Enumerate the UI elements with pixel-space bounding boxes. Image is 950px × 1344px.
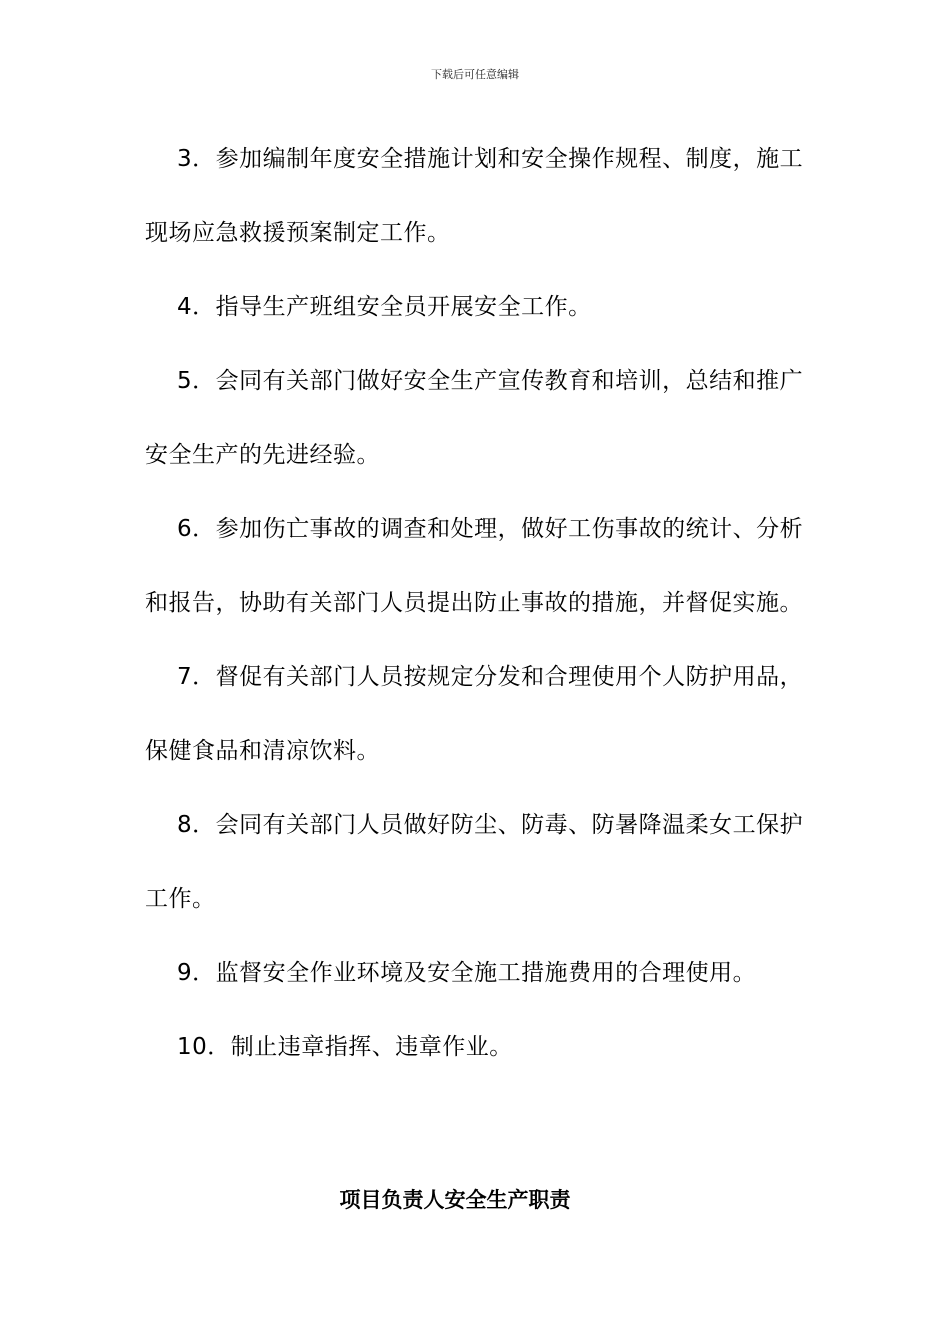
section-heading: 项目负责人安全生产职责 [339,1187,571,1212]
paragraph-item-7 [145,640,810,788]
page-header-note: 下载后可任意编辑 [431,68,519,81]
paragraph-item-8-continued: 保护工作。 [145,812,804,912]
paragraph-item-6 [145,492,810,640]
paragraph-item-7-text: 7．督促有关部门人员按规定分发和合理使用个人防护用 [177,664,757,690]
paragraph-item-5-text: 5．会同有关部门做好安全生产宣传教育和培训，总结和 [177,368,757,394]
paragraph-item-6-text: 6．参加伤亡事故的调查和处理，做好工伤事故的统计、 [177,516,757,542]
paragraph-item-4-text: 4．指导生产班组安全员开展安全工作。 [177,294,592,320]
paragraph-item-5 [145,344,810,492]
paragraph-item-4 [145,270,810,344]
paragraph-item-8-text: 8．会同有关部门人员做好防尘、防毒、防暑降温柔女工 [177,812,757,838]
paragraph-item-3 [145,122,810,270]
paragraph-item-9 [145,936,810,1010]
paragraph-item-5-continued: 推广安全生产的先进经验。 [145,368,804,468]
paragraph-item-3-text: 3．参加编制年度安全措施计划和安全操作规程、制度， [177,146,757,172]
paragraph-item-6-continued: 分析和报告，协助有关部门人员提出防止事故的措施，并督促实施。 [145,516,804,616]
document-body [145,122,810,1084]
paragraph-item-9-text: 9．监督安全作业环境及安全施工措施费用的合理使用。 [177,960,757,986]
paragraph-item-3-continued: 施工现场应急救援预案制定工作。 [145,146,804,246]
paragraph-item-7-continued: 品，保健食品和清凉饮料。 [145,664,804,764]
paragraph-item-8 [145,788,810,936]
paragraph-item-10 [145,1010,810,1084]
paragraph-item-10-text: 10．制止违章指挥、违章作业。 [177,1034,513,1060]
